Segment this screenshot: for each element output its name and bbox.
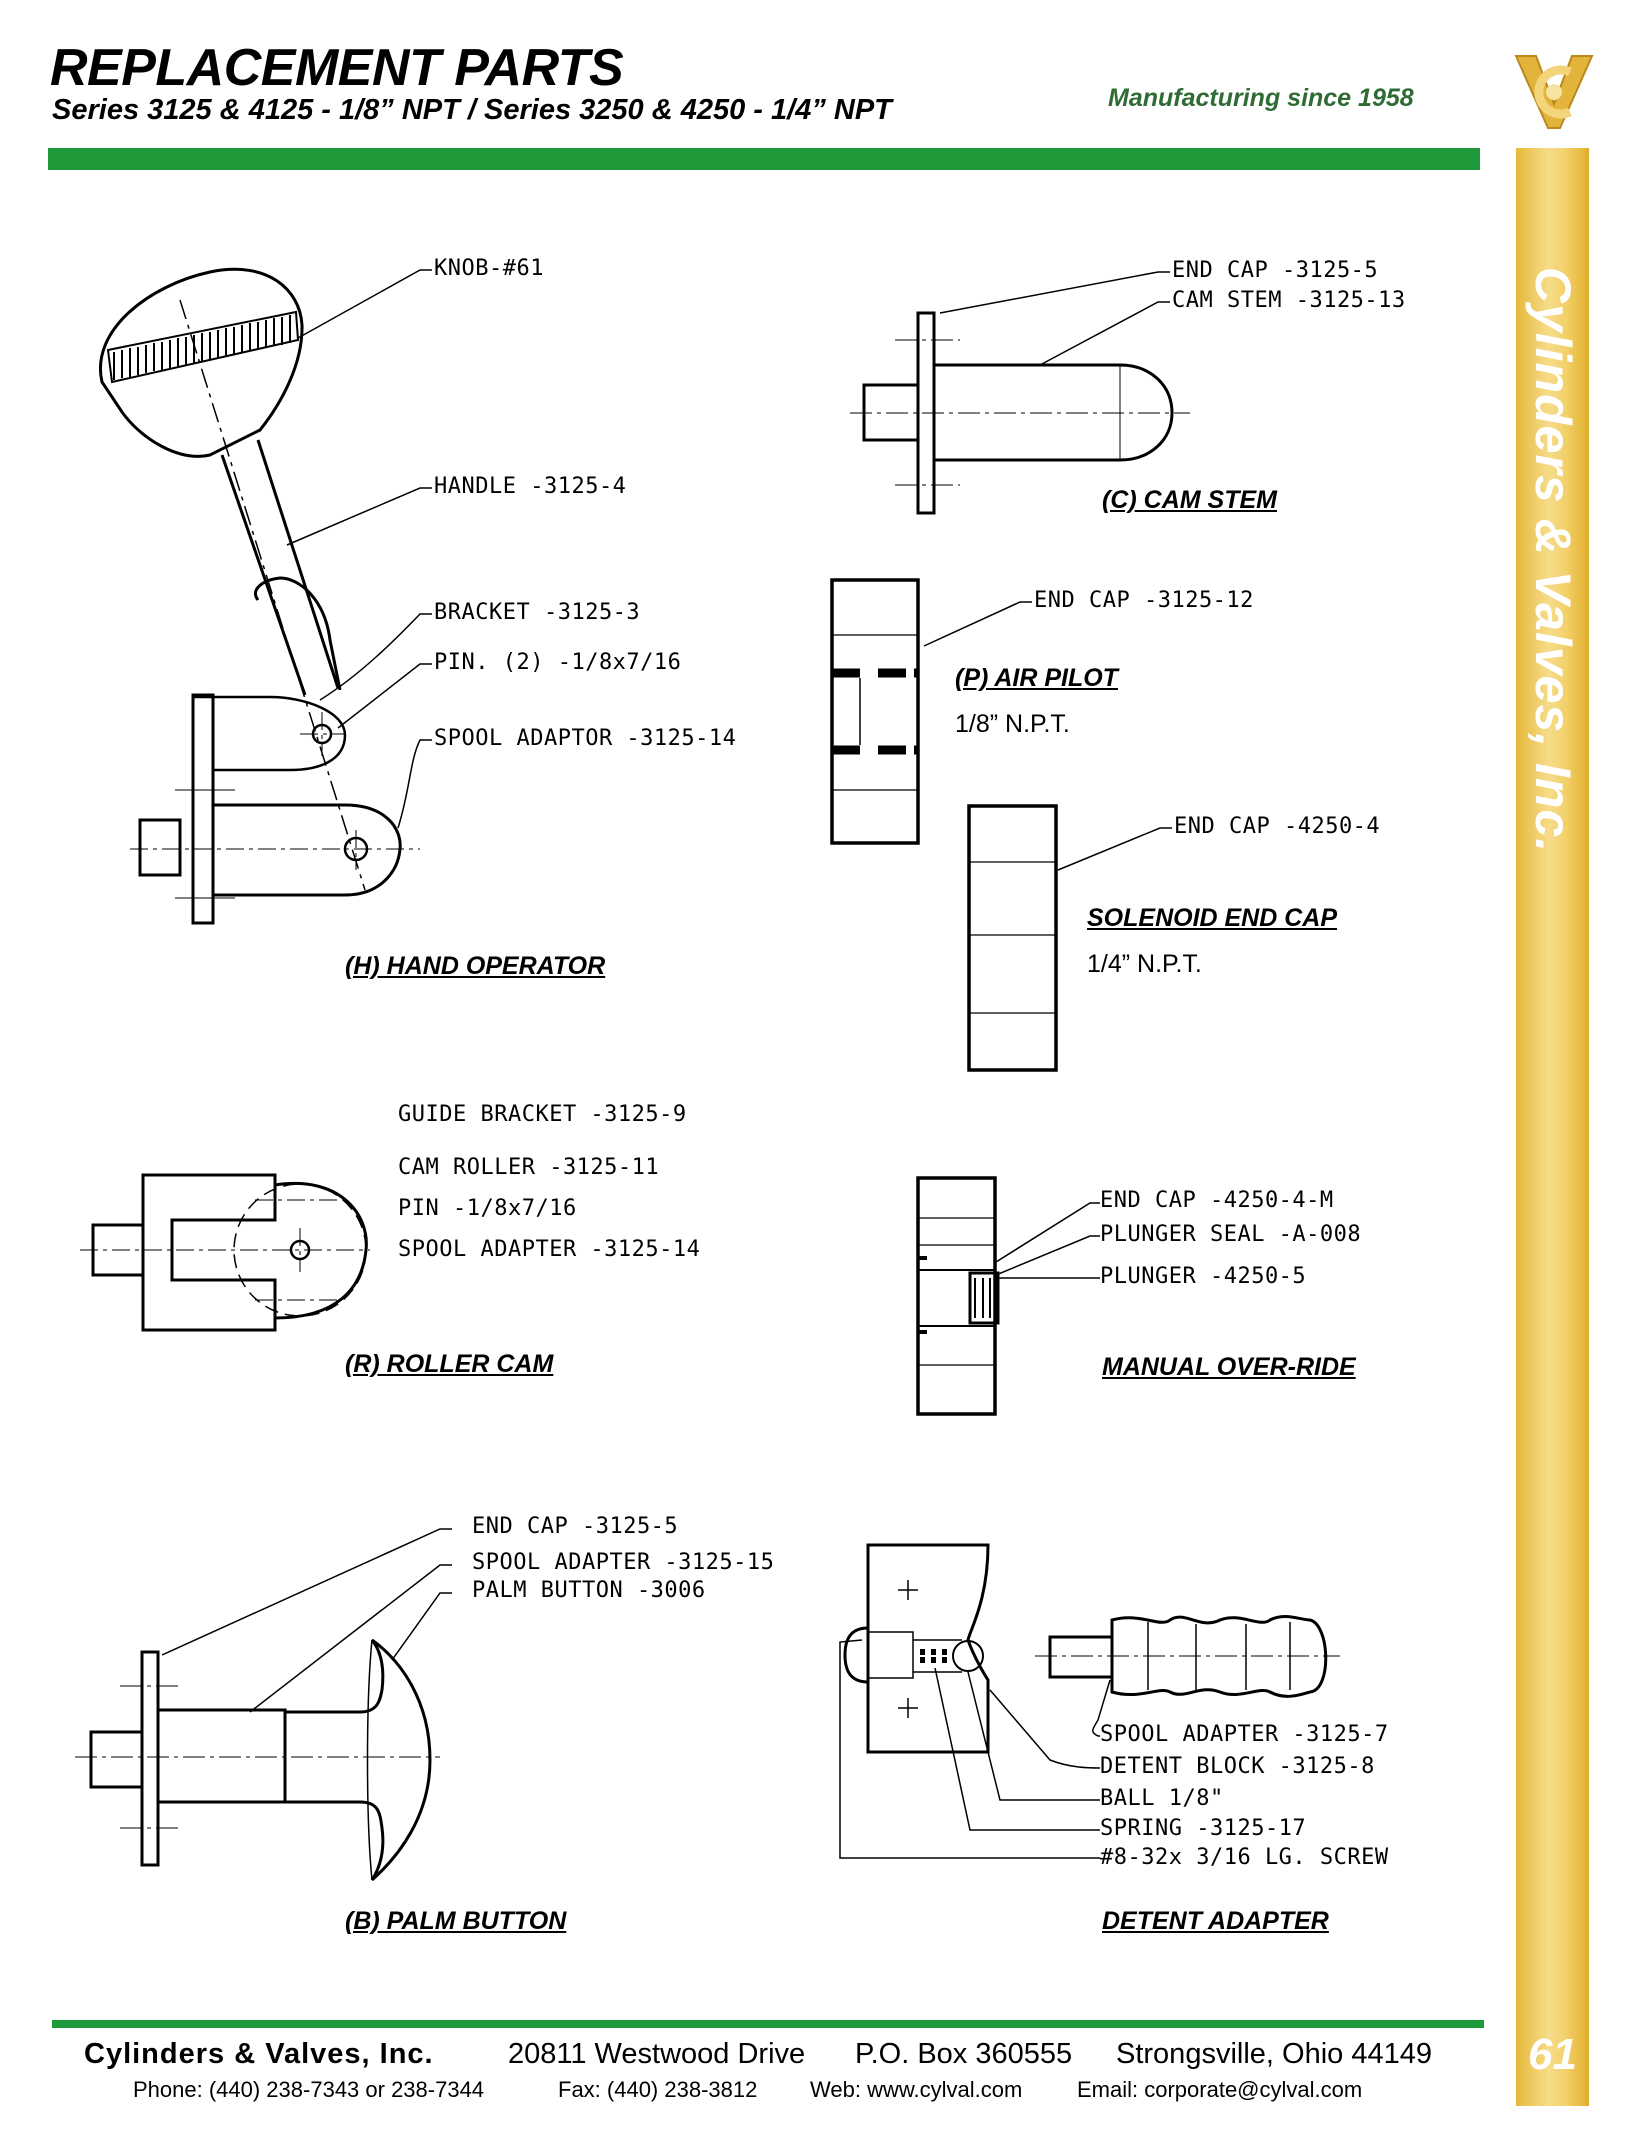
page-title: REPLACEMENT PARTS [50,39,624,97]
label-cam-end-cap: END CAP -3125-5 [1172,258,1379,283]
label-palm-button: PALM BUTTON -3006 [472,1578,706,1603]
label-spool-adaptor: SPOOL ADAPTOR -3125-14 [434,726,737,751]
manual-override-leaders [996,1203,1100,1278]
footer-fax: Fax: (440) 238-3812 [558,2077,758,2102]
sidebar-company: Cylinders & Valves, Inc. [1525,266,1581,854]
label-override-end-cap: END CAP -4250-4-M [1100,1188,1334,1213]
caption-solenoid-end-cap: SOLENOID END CAP [1087,904,1338,932]
label-palm-spool-adapter: SPOOL ADAPTER -3125-15 [472,1550,775,1575]
air-pilot-drawing [832,580,918,843]
caption-palm-button: (B) PALM BUTTON [345,1907,567,1935]
label-solenoid-end-cap: END CAP -4250-4 [1174,814,1381,839]
detent-adapter-leaders [840,1640,1110,1858]
caption-hand-operator: (H) HAND OPERATOR [345,952,606,980]
page-number: 61 [1528,2030,1577,2079]
footer-phone: Phone: (440) 238-7343 or 238-7344 [133,2077,485,2102]
palm-button-drawing [75,1640,440,1880]
label-air-pilot-end-cap: END CAP -3125-12 [1034,588,1254,613]
footer-po-box: P.O. Box 360555 [855,2038,1073,2070]
label-cam-roller: CAM ROLLER -3125-11 [398,1155,660,1180]
manual-override-drawing [918,1178,998,1414]
footer-web[interactable]: Web: www.cylval.com [810,2077,1023,2102]
solenoid-end-cap-drawing [969,806,1056,1070]
roller-cam-drawing [80,1175,370,1330]
solenoid-end-cap-leaders [1058,828,1172,870]
caption-air-pilot: (P) AIR PILOT [955,664,1118,692]
detent-adapter-drawing [845,1545,1340,1752]
caption-manual-override: MANUAL OVER-RIDE [1102,1353,1356,1381]
hand-operator-leaders [287,270,432,828]
page-subtitle: Series 3125 & 4125 - 1/8” NPT / Series 3250 & 4250 - 1/4” NPT [52,94,892,126]
label-plunger-seal: PLUNGER SEAL -A-008 [1100,1222,1362,1247]
solenoid-npt: 1/4” N.P.T. [1087,950,1202,978]
caption-detent-adapter: DETENT ADAPTER [1102,1907,1329,1935]
cam-stem-leaders [940,272,1170,365]
footer-rule [52,2020,1484,2028]
footer-city: Strongsville, Ohio 44149 [1116,2038,1432,2070]
label-guide-bracket: GUIDE BRACKET -3125-9 [398,1102,687,1127]
label-palm-end-cap: END CAP -3125-5 [472,1514,679,1539]
caption-roller-cam: (R) ROLLER CAM [345,1350,554,1378]
label-roller-pin: PIN -1/8x7/16 [398,1196,577,1221]
footer-address: 20811 Westwood Drive [508,2038,806,2070]
air-pilot-npt: 1/8” N.P.T. [955,710,1070,738]
label-ball: BALL 1/8" [1100,1786,1224,1811]
label-plunger: PLUNGER -4250-5 [1100,1264,1307,1289]
label-pin: PIN. (2) -1/8x7/16 [434,650,682,675]
label-cam-stem: CAM STEM -3125-13 [1172,288,1406,313]
footer-email[interactable]: Email: corporate@cylval.com [1077,2077,1363,2102]
label-detent-spool-adapter: SPOOL ADAPTER -3125-7 [1100,1722,1389,1747]
label-bracket: BRACKET -3125-3 [434,600,641,625]
label-spring: SPRING -3125-17 [1100,1816,1307,1841]
label-detent-block: DETENT BLOCK -3125-8 [1100,1754,1375,1779]
tagline: Manufacturing since 1958 [1108,84,1414,112]
caption-cam-stem: (C) CAM STEM [1102,486,1277,514]
cam-stem-drawing [850,313,1190,513]
air-pilot-leaders [924,602,1032,646]
label-roller-spool-adapter: SPOOL ADAPTER -3125-14 [398,1237,701,1262]
palm-button-leaders [162,1529,452,1712]
label-screw: #8-32x 3/16 LG. SCREW [1100,1845,1389,1870]
footer-company: Cylinders & Valves, Inc. [84,2038,434,2070]
label-knob: KNOB-#61 [434,256,544,281]
hand-operator-drawing [100,269,420,923]
label-handle: HANDLE -3125-4 [434,474,627,499]
